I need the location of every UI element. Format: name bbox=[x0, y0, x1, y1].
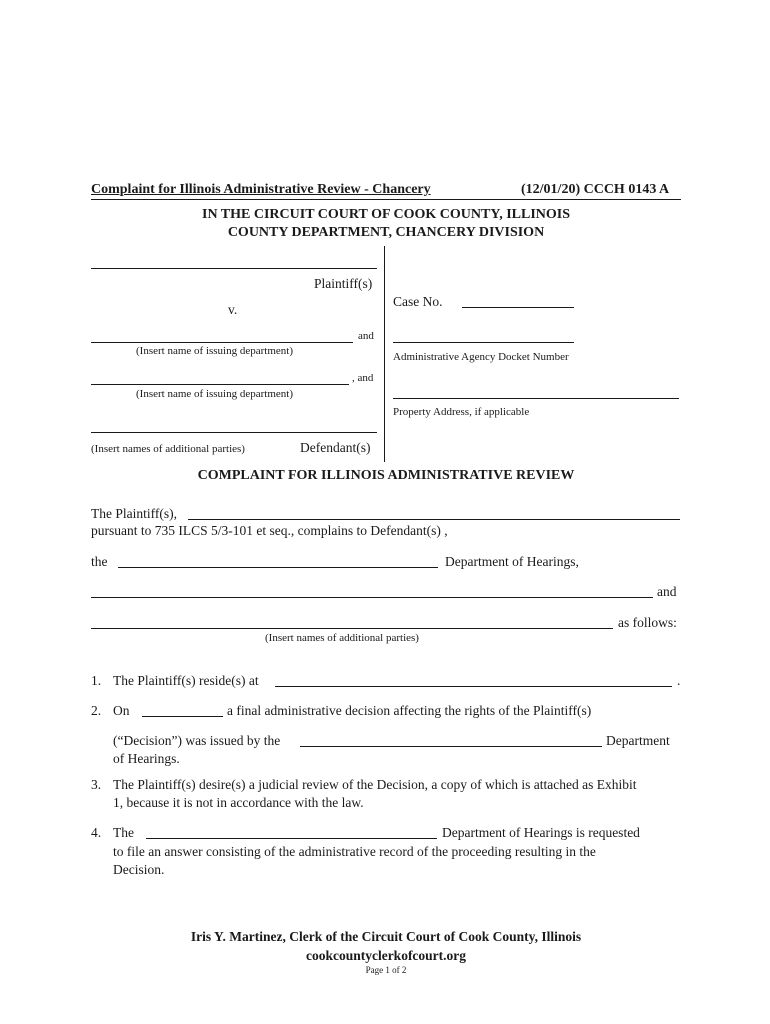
additional-parties-field[interactable] bbox=[91, 432, 377, 433]
form-code: (12/01/20) CCCH 0143 A bbox=[521, 182, 670, 197]
docket-number-label: Administrative Agency Docket Number bbox=[393, 351, 569, 363]
clerk-website[interactable]: cookcountyclerkofcourt.org bbox=[305, 948, 467, 963]
court-name: IN THE CIRCUIT COURT OF COOK COUNTY, ILLINOIS bbox=[202, 207, 570, 222]
complaint-title: COMPLAINT FOR ILLINOIS ADMINISTRATIVE REVIEW bbox=[197, 468, 575, 483]
additional-parties-hint-2: (Insert names of additional parties) bbox=[265, 632, 419, 644]
case-number-field[interactable] bbox=[462, 307, 574, 308]
item-1-text: The Plaintiff(s) reside(s) at bbox=[113, 673, 259, 688]
property-address-label: Property Address, if applicable bbox=[393, 406, 530, 418]
department-field-2[interactable] bbox=[91, 384, 349, 385]
item-3-line-2: 1, because it is not in accordance with the law. bbox=[113, 795, 364, 810]
case-number-label: Case No. bbox=[393, 294, 443, 309]
issuing-department-field[interactable] bbox=[300, 746, 602, 747]
item-number-2: 2. bbox=[91, 703, 102, 718]
department-of-hearings-label: Department of Hearings, bbox=[445, 554, 579, 569]
decision-date-field[interactable] bbox=[142, 716, 223, 717]
as-follows-label: as follows: bbox=[618, 615, 677, 630]
item-2-on: On bbox=[113, 703, 130, 718]
item-number-4: 4. bbox=[91, 825, 102, 840]
item-4-line-3: Decision. bbox=[113, 862, 165, 877]
additional-defendants-field-2[interactable] bbox=[91, 628, 613, 629]
header-rule bbox=[91, 199, 681, 200]
plaintiff-name-field[interactable] bbox=[91, 268, 377, 269]
item-4-the: The bbox=[113, 825, 134, 840]
item-4-text: Department of Hearings is requested bbox=[442, 825, 640, 840]
item-2-text: a final administrative decision affecting the rights of the Plaintiff(s) bbox=[227, 703, 592, 718]
pursuant-text: pursuant to 735 ILCS 5/3-101 et seq., complains to Defendant(s) , bbox=[91, 523, 448, 538]
docket-number-field[interactable] bbox=[393, 342, 574, 343]
and-label-2: , and bbox=[352, 372, 374, 384]
the-label: the bbox=[91, 554, 108, 569]
clerk-name: Iris Y. Martinez, Clerk of the Circuit Court of Cook County, Illinois bbox=[190, 929, 582, 944]
item-2-department: Department bbox=[606, 733, 670, 748]
item-2-hearings: of Hearings. bbox=[113, 751, 180, 766]
and-label: and bbox=[657, 584, 677, 599]
item-1-period: . bbox=[677, 673, 681, 688]
answering-department-field[interactable] bbox=[146, 838, 437, 839]
item-2-decision: (“Decision”) was issued by the bbox=[113, 733, 281, 748]
form-title: Complaint for Illinois Administrative Review - Chancery bbox=[91, 182, 431, 197]
item-number-3: 3. bbox=[91, 777, 102, 792]
department-hint-1: (Insert name of issuing department) bbox=[136, 345, 294, 357]
property-address-field[interactable] bbox=[393, 398, 679, 399]
residence-address-field[interactable] bbox=[275, 686, 672, 687]
department-field-1[interactable] bbox=[91, 342, 353, 343]
defendant-label: Defendant(s) bbox=[300, 440, 371, 455]
caption-divider bbox=[384, 246, 385, 462]
and-label-1: and bbox=[358, 330, 374, 342]
additional-parties-hint: (Insert names of additional parties) bbox=[91, 443, 245, 455]
court-division: COUNTY DEPARTMENT, CHANCERY DIVISION bbox=[227, 225, 545, 240]
department-hint-2: (Insert name of issuing department) bbox=[136, 388, 294, 400]
page-number: Page 1 of 2 bbox=[365, 965, 407, 975]
plaintiffs-prefix: The Plaintiff(s), bbox=[91, 506, 177, 521]
plaintiffs-name-field[interactable] bbox=[188, 519, 680, 520]
versus-label: v. bbox=[228, 302, 238, 317]
item-number-1: 1. bbox=[91, 673, 102, 688]
item-4-line-2: to file an answer consisting of the administrative record of the proceeding resulting in the bbox=[113, 844, 596, 859]
additional-defendants-field-1[interactable] bbox=[91, 597, 653, 598]
item-3-line-1: The Plaintiff(s) desire(s) a judicial review of the Decision, a copy of which is attached as Exhibit bbox=[113, 777, 637, 792]
plaintiff-label: Plaintiff(s) bbox=[314, 276, 373, 291]
hearings-department-field[interactable] bbox=[118, 567, 438, 568]
